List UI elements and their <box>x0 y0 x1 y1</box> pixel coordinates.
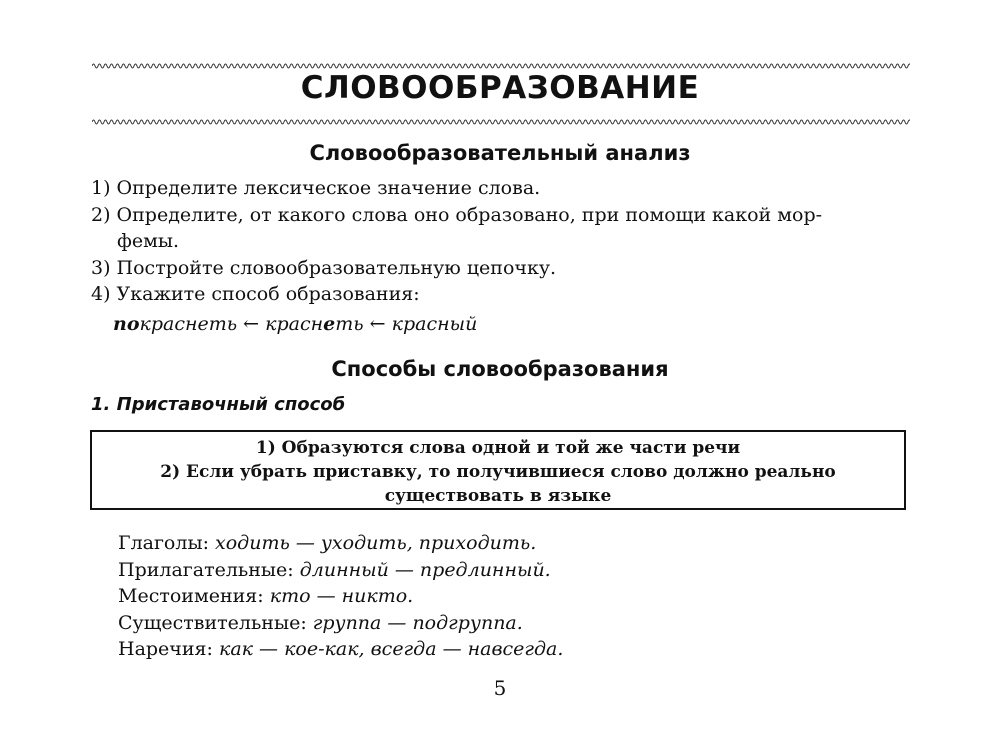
prefix-bold: по <box>113 313 140 335</box>
example-label: Прилагательные: <box>118 558 300 581</box>
step-3: 3) Постройте словообразовательную цепочку. <box>91 256 557 279</box>
example-label: Местоимения: <box>118 585 270 607</box>
methods-heading: Способы словообразования <box>331 357 669 381</box>
example-text: кто — никто. <box>269 585 414 607</box>
example-adverbs <box>118 636 563 663</box>
word-2-start: крас <box>265 313 311 335</box>
word-1-rest: краснеть <box>139 313 238 335</box>
example-label: Наречия: <box>118 638 219 660</box>
rule-1: 1) Образуются слова одной и той же части речи <box>255 438 741 458</box>
left-arrow-icon: ← <box>243 313 260 335</box>
analysis-steps-list <box>91 175 921 308</box>
suffix-bold: е <box>323 313 336 335</box>
example-nouns <box>118 610 563 637</box>
examples-list <box>118 530 563 663</box>
derivation-chain-example <box>113 313 477 335</box>
example-label: Глаголы: <box>118 532 216 554</box>
example-adjectives <box>118 557 563 584</box>
analysis-heading: Словообразовательный анализ <box>309 141 691 165</box>
example-text: группа — подгруппа. <box>312 611 523 634</box>
page-number: 5 <box>493 676 507 700</box>
step-2-line-2: фемы. <box>117 230 180 252</box>
example-text: ходить — уходить, приходить. <box>215 532 537 554</box>
rule-2-line-1: 2) Если убрать приставку, то получившиеся слово должно реально <box>160 462 836 482</box>
step-2 <box>91 202 921 255</box>
word-2-end: ть <box>335 313 364 335</box>
prefix-method-heading: 1. Приставочный способ <box>91 394 346 415</box>
step-2-line-1: 2) Определите, от какого слова оно образовано, при помощи какой мор- <box>91 203 823 226</box>
example-text: длинный — предлинный. <box>299 558 551 581</box>
example-label: Существительные: <box>118 611 313 634</box>
bottom-decorative-border <box>92 118 910 126</box>
left-arrow-icon: ← <box>369 313 386 335</box>
example-text: как — кое-как, всегда — навсегда. <box>218 638 564 660</box>
rule-2-line-2: существовать в языке <box>384 486 612 506</box>
word-3: красный <box>391 313 478 335</box>
step-4: 4) Укажите способ образования: <box>91 283 420 305</box>
page-title: СЛОВООБРАЗОВАНИЕ <box>300 70 700 106</box>
example-pronouns <box>118 583 563 610</box>
rules-box <box>90 430 906 510</box>
step-1: 1) Определите лексическое значение слова. <box>91 177 541 199</box>
example-verbs <box>118 530 563 557</box>
top-decorative-border <box>92 62 910 70</box>
word-2-mid: н <box>310 313 324 335</box>
